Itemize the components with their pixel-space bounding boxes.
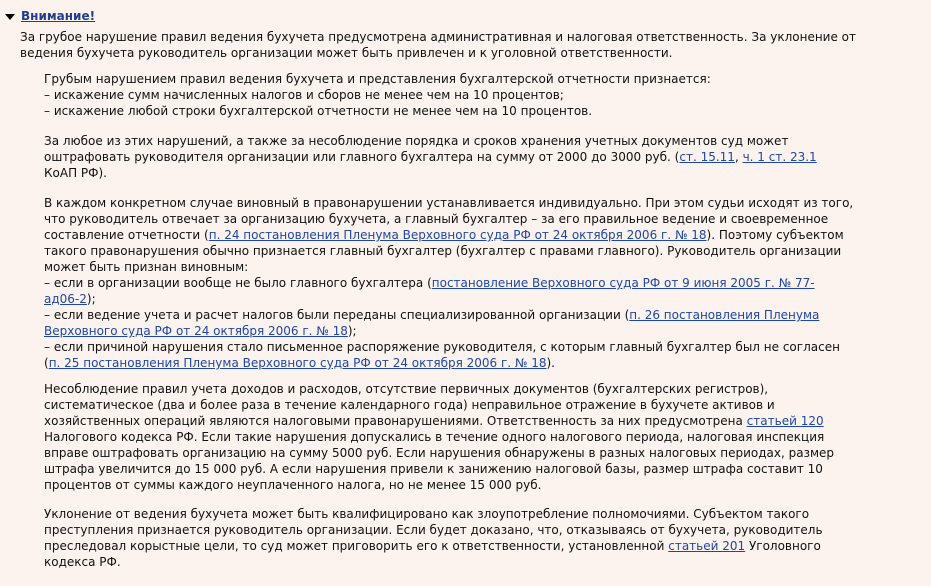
paragraph-gross-violation <box>44 71 894 119</box>
link-koap-23-1[interactable]: ч. 1 ст. 23.1 <box>742 150 817 164</box>
text-line: преследовал корыстные цели, то суд может приговорить его к ответственности, установленной статьей 201 Уголовного <box>44 539 821 553</box>
warning-header[interactable] <box>4 8 95 24</box>
link-koap-15-11[interactable]: ст. 15.11 <box>679 150 735 164</box>
text-line: – искажение сумм начисленных налогов и сборов не менее чем на 10 процентов; <box>44 88 564 102</box>
text-line: вправе оштрафовать организацию на сумму 5000 руб. Если нарушения обнаружены в разных налоговых периодах, размер <box>44 446 835 460</box>
text-line: Верховного суда РФ от 24 октября 2006 г. № 18); <box>44 324 357 338</box>
text-line: В каждом конкретном случае виновный в правонарушении устанавливается индивидуально. При этом судьи исходят из того, <box>44 196 854 210</box>
text-line: – если в организации вообще не было главного бухгалтера (постановление Верховного суда РФ от 9 июня 2005 г. № 77- <box>44 276 815 290</box>
text-line: Налогового кодекса РФ. Если такие нарушения допускались в течение одного налогового периода, налоговая инспекция <box>44 430 825 444</box>
link-plenum-p26-cont[interactable]: Верховного суда РФ от 24 октября 2006 г. № 18 <box>44 324 348 338</box>
text-line: кодекса РФ. <box>44 555 121 569</box>
text-line: процентов от суммы каждого неуплаченного налога, но не менее 15 000 руб. <box>44 478 542 492</box>
link-plenum-p24[interactable]: п. 24 постановления Пленума Верховного суда РФ от 24 октября 2006 г. № 18 <box>208 228 707 242</box>
text-line: Грубым нарушением правил ведения бухучета и представления бухгалтерской отчетности признается: <box>44 72 711 86</box>
text-line: ведения бухучета руководитель организации может быть привлечен и к уголовной ответственности. <box>20 46 673 60</box>
link-vs-2005-cont[interactable]: ад06-2 <box>44 292 87 306</box>
intro-paragraph <box>20 29 925 61</box>
text-line: штрафа увеличится до 15 000 руб. А если нарушения привели к занижению налоговой базы, размер штрафа составит 10 <box>44 462 823 476</box>
link-vs-2005[interactable]: постановление Верховного суда РФ от 9 июня 2005 г. № 77- <box>431 276 815 290</box>
text-line: ад06-2); <box>44 292 96 306</box>
text-line: оштрафовать руководителя организации или главного бухгалтера на сумму от 2000 до 3000 руб. (ст. 15.11, ч. 1 ст. 23.1 <box>44 150 817 164</box>
paragraph-guilty <box>44 195 894 371</box>
text-line: такого правонарушения обычно признается главный бухгалтер (бухгалтер с правами главного). Руководитель организации <box>44 244 842 258</box>
text-line: За грубое нарушение правил ведения бухучета предусмотрена административная и налоговая ответственность. За уклонение от <box>20 30 857 44</box>
text-line: – если причиной нарушения стало письменное распоряжение руководителя, с которым главный бухгалтер был не согласен <box>44 340 840 354</box>
text-line: КоАП РФ). <box>44 166 107 180</box>
paragraph-fines <box>44 133 894 181</box>
link-nk-120[interactable]: статьей 120 <box>746 414 824 428</box>
link-plenum-p26[interactable]: п. 26 постановления Пленума <box>629 308 820 322</box>
text-line: За любое из этих нарушений, а также за несоблюдение порядка и сроков хранения учетных документов суд может <box>44 134 789 148</box>
text-line: преступления признается руководитель организации. Если будет доказано, что, отказываясь от бухучета, руководитель <box>44 523 823 537</box>
collapse-triangle-icon[interactable] <box>5 14 15 20</box>
text-line: Несоблюдение правил учета доходов и расходов, отсутствие первичных документов (бухгалтерских регистров), <box>44 382 769 396</box>
link-plenum-p25[interactable]: п. 25 постановления Пленума Верховного суда РФ от 24 октября 2006 г. № 18 <box>48 356 547 370</box>
text-line: – если ведение учета и расчет налогов были переданы специализированной организации (п. 26 постановления Пленума <box>44 308 820 322</box>
text-line: – искажение любой строки бухгалтерской отчетности не менее чем на 10 процентов. <box>44 104 593 118</box>
paragraph-tax-violation <box>44 381 894 493</box>
text-line: хозяйственных операций являются налоговыми правонарушениями. Ответственность за них предусмотрена статьей 120 <box>44 414 824 428</box>
text-line: систематическое (два и более раза в течение календарного года) неправильное отражение в бухучете активов и <box>44 398 775 412</box>
link-uk-201[interactable]: статьей 201 <box>668 539 746 553</box>
text-line: Уклонение от ведения бухучета может быть квалифицировано как злоупотребление полномочиями. Субъектом такого <box>44 507 810 521</box>
warning-title[interactable]: Внимание! <box>21 9 96 23</box>
text-line: (п. 25 постановления Пленума Верховного суда РФ от 24 октября 2006 г. № 18). <box>44 356 555 370</box>
paragraph-criminal <box>44 506 894 570</box>
text-line: что руководитель отвечает за организацию бухучета, а главный бухгалтер – за его правильное ведение и своевременное <box>44 212 829 226</box>
text-line: может быть признан виновным: <box>44 260 249 274</box>
text-line: составление отчетности (п. 24 постановления Пленума Верховного суда РФ от 24 октября 2006 г. № 18). Поэтому субъектом <box>44 228 844 242</box>
